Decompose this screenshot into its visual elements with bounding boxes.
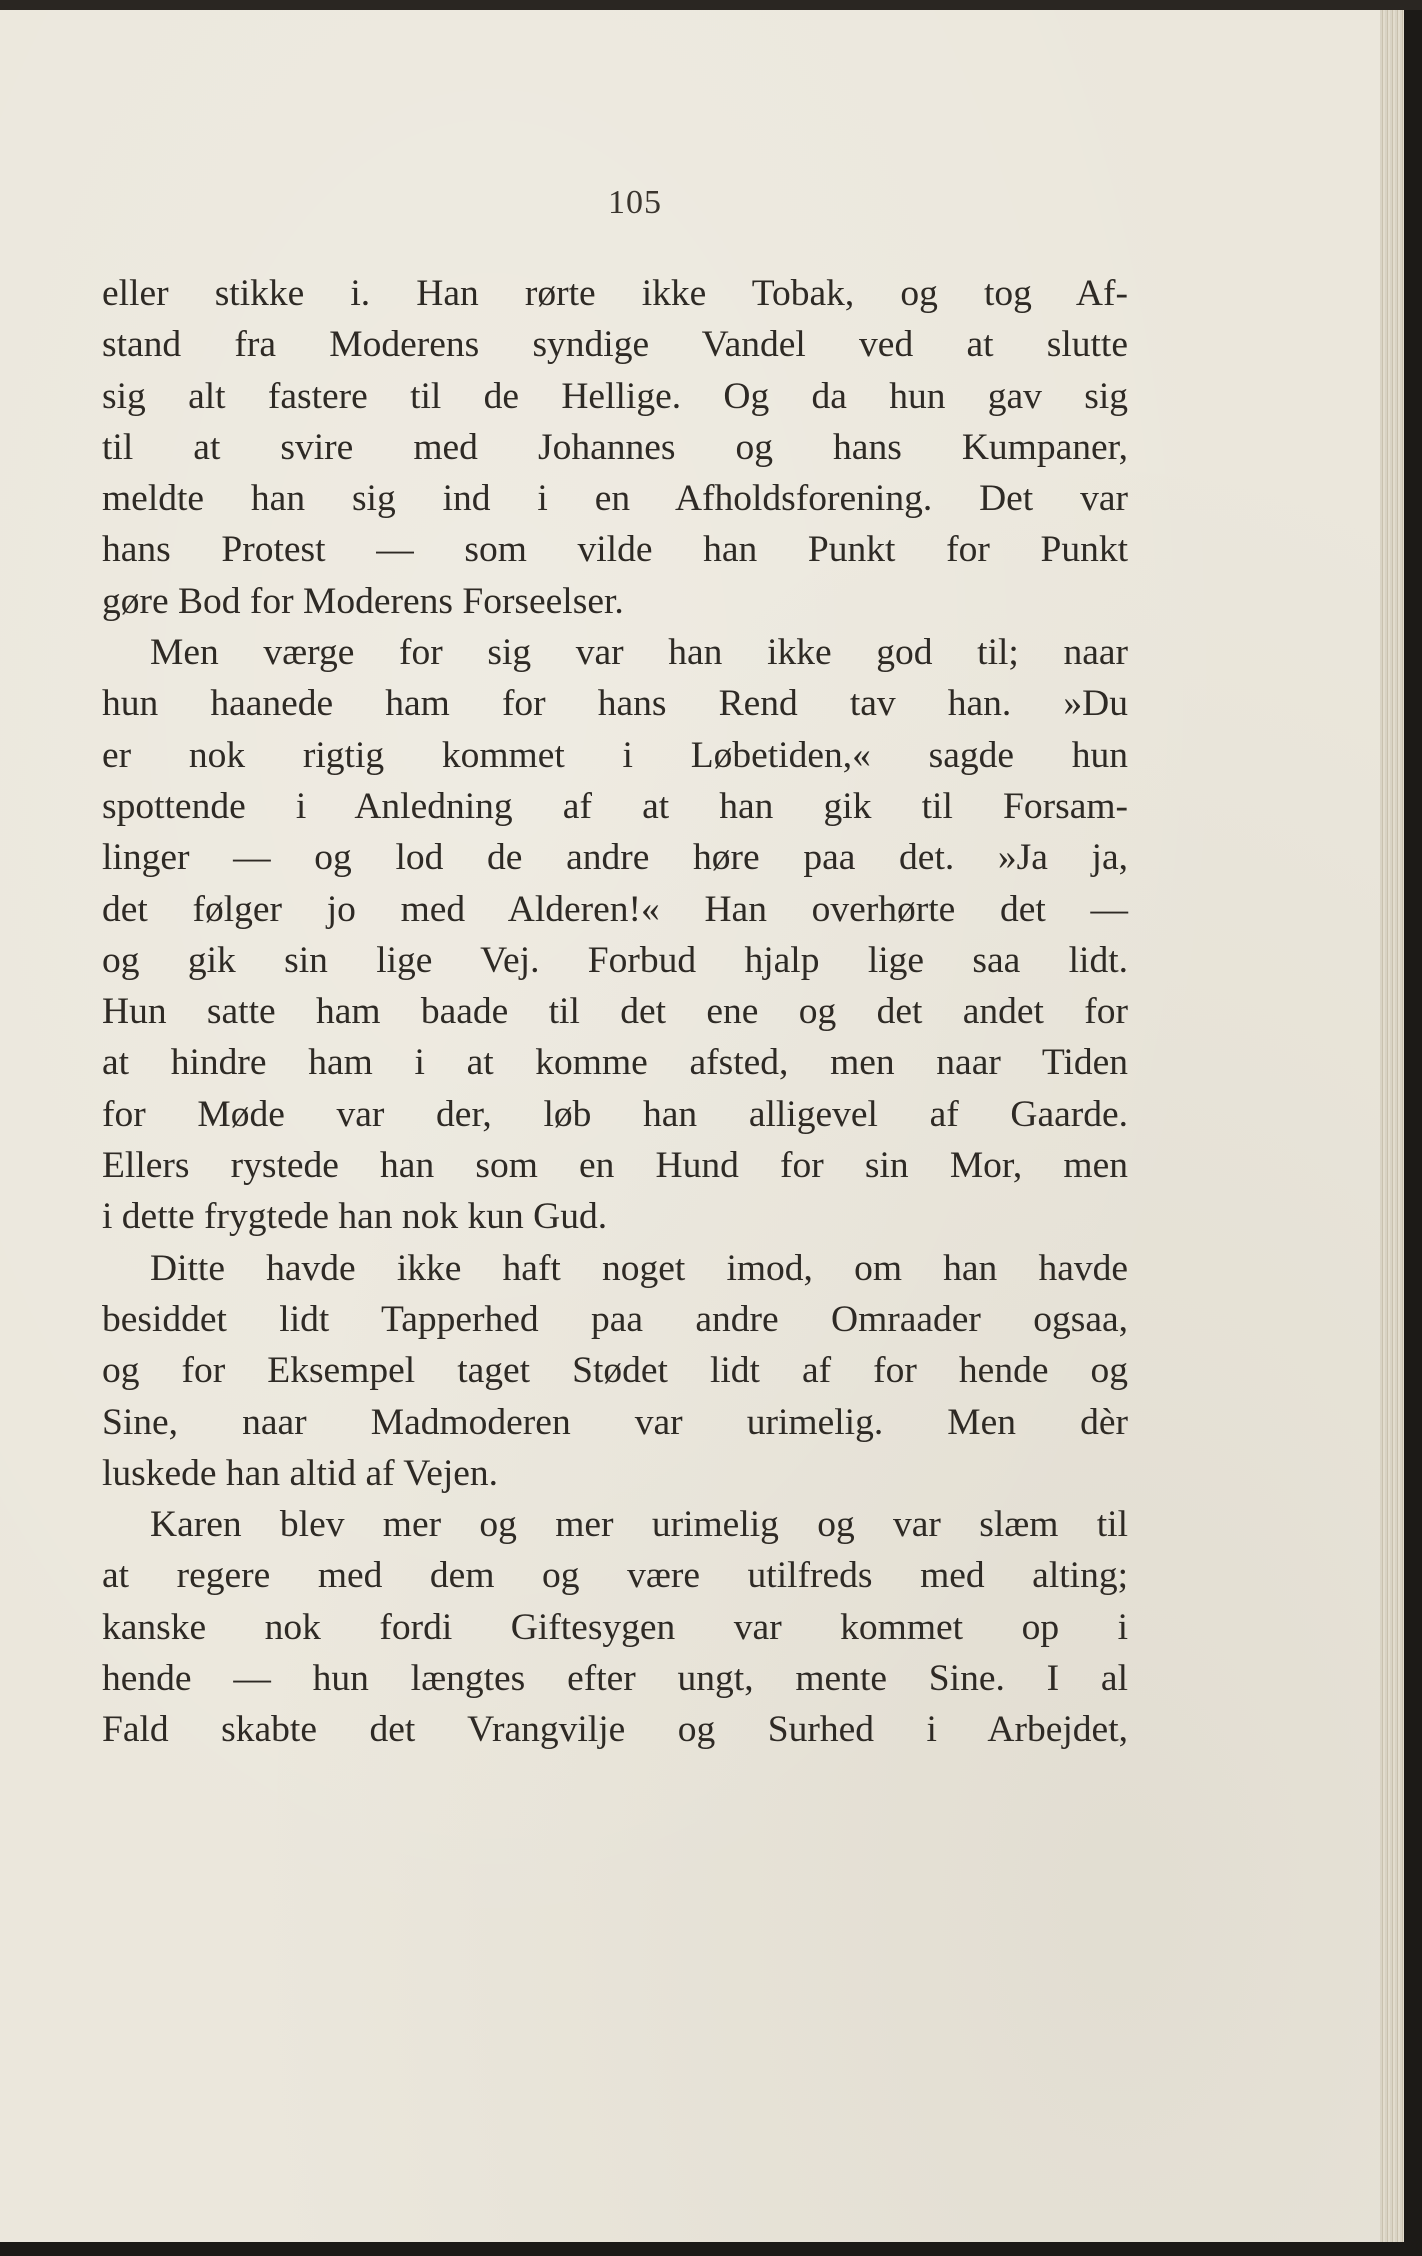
- text-line: for Møde var der, løb han alligevel af Gaarde.: [102, 1093, 1128, 1135]
- page-edge-stack: [1380, 10, 1404, 2242]
- text-line: det følger jo med Alderen!« Han overhørte det —: [102, 888, 1128, 930]
- text-line: sig alt fastere til de Hellige. Og da hun gav sig: [102, 375, 1128, 417]
- text-line: hun haanede ham for hans Rend tav han. »Du: [102, 683, 1128, 725]
- text-line: og for Eksempel taget Stødet lidt af for hende og: [102, 1350, 1128, 1392]
- text-line: hende — hun længtes efter ungt, mente Sine. I al: [102, 1658, 1128, 1700]
- text-line: Ellers rystede han som en Hund for sin Mor, men: [102, 1145, 1128, 1187]
- text-line: i dette frygtede han nok kun Gud.: [102, 1196, 608, 1238]
- text-line: eller stikke i. Han rørte ikke Tobak, og tog Af-: [102, 273, 1128, 314]
- text-line: Karen blev mer og mer urimelig og var slæm til: [150, 1504, 1128, 1546]
- text-line: til at svire med Johannes og hans Kumpaner,: [102, 426, 1128, 468]
- text-line: at hindre ham i at komme afsted, men naar Tiden: [102, 1042, 1128, 1084]
- text-line: Ditte havde ikke haft noget imod, om han havde: [150, 1247, 1128, 1289]
- text-line: stand fra Moderens syndige Vandel ved at slutte: [102, 324, 1128, 366]
- text-line: Sine, naar Madmoderen var urimelig. Men dèr: [102, 1401, 1128, 1443]
- text-line: spottende i Anledning af at han gik til Forsam-: [102, 785, 1128, 827]
- page-number: 105: [608, 184, 662, 221]
- text-line: hans Protest — som vilde han Punkt for Punkt: [102, 529, 1128, 571]
- text-line: gøre Bod for Moderens Forseelser.: [102, 580, 624, 622]
- text-line: besiddet lidt Tapperhed paa andre Omraader ogsaa,: [102, 1298, 1128, 1340]
- text-line: kanske nok fordi Giftesygen var kommet op i: [102, 1606, 1128, 1648]
- text-line: at regere med dem og være utilfreds med alting;: [102, 1555, 1128, 1597]
- text-line: er nok rigtig kommet i Løbetiden,« sagde hun: [102, 734, 1128, 776]
- text-line: Hun satte ham baade til det ene og det andet for: [102, 991, 1128, 1033]
- text-line: Fald skabte det Vrangvilje og Surhed i Arbejdet,: [102, 1709, 1128, 1751]
- text-line: meldte han sig ind i en Afholdsforening. Det var: [102, 478, 1128, 520]
- text-line: Men værge for sig var han ikke god til; naar: [150, 632, 1128, 674]
- text-line: og gik sin lige Vej. Forbud hjalp lige saa lidt.: [102, 939, 1128, 981]
- text-line: luskede han altid af Vejen.: [102, 1452, 499, 1494]
- body-text: [102, 268, 1128, 1756]
- text-line: linger — og lod de andre høre paa det. »Ja ja,: [102, 837, 1128, 879]
- scanner-top-band: [0, 0, 1422, 10]
